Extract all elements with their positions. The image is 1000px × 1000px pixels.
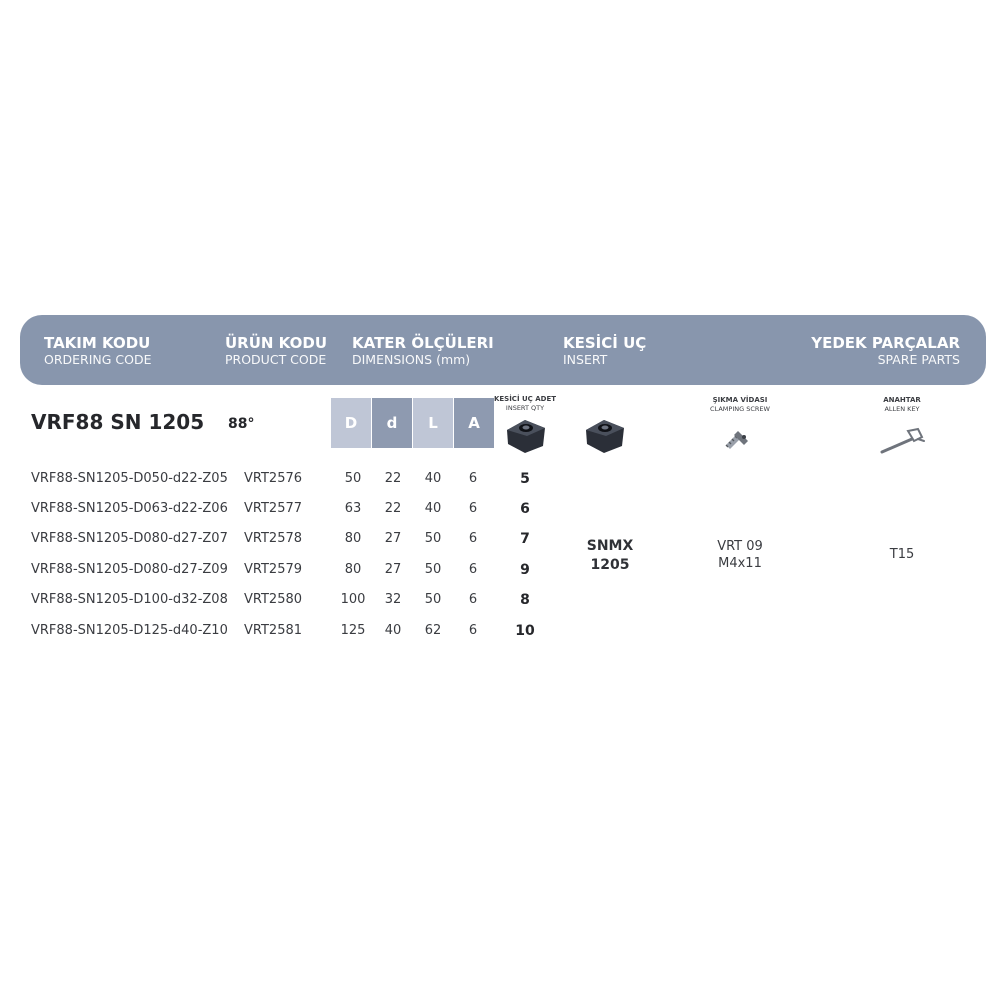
dim-D: 100 <box>340 592 366 607</box>
dim-A: 6 <box>468 531 478 546</box>
insert-qty: 9 <box>520 562 530 578</box>
ordering-code: VRF88-SN1205-D063-d22-Z06 <box>31 501 228 516</box>
dim-d: 27 <box>384 531 402 546</box>
dim-L: 50 <box>424 592 442 607</box>
ordering-code: VRF88-SN1205-D100-d32-Z08 <box>31 592 228 607</box>
product-code: VRT2578 <box>244 531 303 546</box>
product-code: VRT2581 <box>244 623 303 638</box>
product-code: VRT2580 <box>244 592 303 607</box>
insert-qty: 7 <box>520 531 530 547</box>
dim-D: 63 <box>344 501 362 516</box>
dim-D: 50 <box>344 471 362 486</box>
dim-d: 22 <box>384 501 402 516</box>
dim-D: 125 <box>340 623 366 638</box>
product-code: VRT2579 <box>244 562 303 577</box>
insert-image-icon <box>582 416 628 456</box>
header-dimensions: KATER ÖLÇÜLERI DIMENSIONS (mm) <box>352 334 494 367</box>
dim-d: 32 <box>384 592 402 607</box>
dim-L: 50 <box>424 531 442 546</box>
ordering-code: VRF88-SN1205-D125-d40-Z10 <box>31 623 228 638</box>
dim-A: 6 <box>468 501 478 516</box>
dim-A: 6 <box>468 471 478 486</box>
product-code: VRT2576 <box>244 471 303 486</box>
product-angle: 88° <box>228 416 255 432</box>
allen-key-code: T15 <box>889 547 915 562</box>
dim-L: 40 <box>424 501 442 516</box>
header-product-code: ÜRÜN KODU PRODUCT CODE <box>225 334 328 367</box>
dim-d: 27 <box>384 562 402 577</box>
dim-L: 50 <box>424 562 442 577</box>
allen-key-icon <box>878 425 928 457</box>
product-title: VRF88 SN 1205 <box>31 410 205 434</box>
table-header-band <box>20 315 986 385</box>
header-spare-parts: YEDEK PARÇALAR SPARE PARTS <box>811 334 960 367</box>
dim-L: 62 <box>424 623 442 638</box>
ordering-code: VRF88-SN1205-D080-d27-Z09 <box>31 562 228 577</box>
header-ordering-code: TAKIM KODU ORDERING CODE <box>44 334 152 367</box>
insert-qty-label: KESİCİ UÇ ADET INSERT QTY <box>493 395 557 412</box>
dim-L: 40 <box>424 471 442 486</box>
dim-A: 6 <box>468 562 478 577</box>
dim-header-D: D <box>331 398 371 448</box>
insert-code: SNMX 1205 <box>586 538 634 573</box>
insert-qty: 6 <box>520 501 530 517</box>
ordering-code: VRF88-SN1205-D080-d27-Z07 <box>31 531 228 546</box>
product-code: VRT2577 <box>244 501 303 516</box>
dim-d: 22 <box>384 471 402 486</box>
dim-A: 6 <box>468 623 478 638</box>
insert-qty: 5 <box>520 471 530 487</box>
insert-icon <box>503 416 549 456</box>
screw-icon <box>720 425 760 459</box>
ordering-code: VRF88-SN1205-D050-d22-Z05 <box>31 471 228 486</box>
dim-D: 80 <box>344 562 362 577</box>
dim-header-A: A <box>454 398 494 448</box>
clamping-screw-label: ŞIKMA VİDASI CLAMPING SCREW <box>710 396 770 413</box>
dim-header-d: d <box>372 398 412 448</box>
screw-code: VRT 09 M4x11 <box>717 539 763 571</box>
allen-key-label: ANAHTAR ALLEN KEY <box>883 396 921 413</box>
dim-d: 40 <box>384 623 402 638</box>
insert-qty: 8 <box>520 592 530 608</box>
dim-A: 6 <box>468 592 478 607</box>
dim-header-L: L <box>413 398 453 448</box>
dim-D: 80 <box>344 531 362 546</box>
insert-qty: 10 <box>515 623 535 639</box>
header-insert: KESİCİ UÇ INSERT <box>563 334 647 367</box>
